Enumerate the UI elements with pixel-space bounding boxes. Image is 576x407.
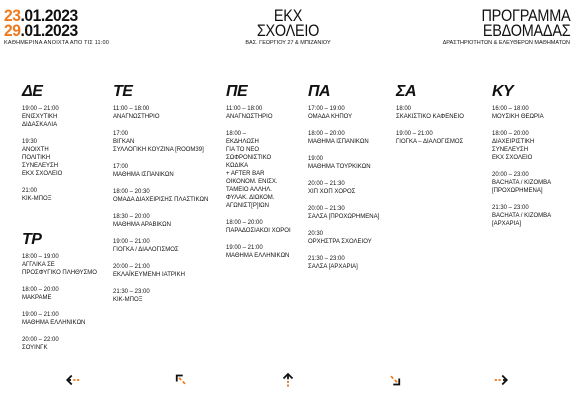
event-title-line: ΣΥΝΕΛΕΥΣΗ: [22, 163, 59, 169]
event-title-line: ΠΑΡΑΔΟΣΙΑΚΟΙ ΧΟΡΟΙ: [226, 228, 291, 234]
day-heading: ΠΑ: [308, 83, 331, 100]
event-time: 19:00 – 21:00: [22, 106, 59, 112]
event-title-line: ΣΥΛΛΟΓΙΚΗ ΚΟΥΖΙΝΑ [ROOM39]: [113, 147, 204, 153]
events-list: [113, 105, 208, 304]
event-title-line: ΤΑΜΕΙΟ ΑΛΛΗΛ.: [226, 187, 272, 193]
event-time: 19:00 – 21:00: [226, 245, 263, 251]
date-range: [4, 8, 109, 46]
day-heading: ΚΥ: [492, 83, 514, 100]
event-title-line: ΟΡΧΗΣΤΡΑ ΣΧΟΛΕΙΟΥ: [308, 239, 372, 245]
event-item: [308, 105, 379, 121]
event-time: 11:00 – 18:00: [226, 106, 263, 112]
event-title-line: ΜΑΚΡΑΜΕ: [22, 295, 52, 301]
venue-title: [228, 8, 348, 46]
event-item: [308, 155, 379, 171]
event-item: [22, 286, 97, 302]
venue-address: ΒΑΣ. ΓΕΩΡΓΙΟΥ 27 & ΜΠΙΖΑΝΙΟΥ: [245, 40, 331, 46]
event-time: 17:00: [113, 164, 129, 170]
event-time: 19:00 – 21:00: [22, 312, 59, 318]
events-list: [226, 105, 291, 260]
arrow-up-left-icon: [173, 373, 191, 387]
event-time: 21:00: [22, 188, 38, 194]
event-time: 18:00 –: [226, 131, 247, 137]
event-title-line: ΣΟΥΙΝΓΚ: [22, 345, 48, 351]
event-item: [226, 130, 291, 210]
event-title-line: ΜΑΘΗΜΑ ΙΣΠΑΝΙΚΩΝ: [113, 172, 174, 178]
event-time: 19:30: [22, 139, 38, 145]
event-title-line: ΒΙΓΚΑΝ: [113, 139, 135, 145]
event-time: 18:00: [396, 106, 412, 112]
event-title-line: ΣΩΦΡΟΝΙΣΤΙΚΟ: [226, 155, 272, 161]
event-title-line: ΕΚΛΑΪΚΕΥΜΕΝΗ ΙΑΤΡΙΚΗ: [113, 272, 185, 278]
event-item: [113, 163, 208, 179]
event-time: 20:00 – 22:00: [22, 337, 59, 343]
event-time: 18:00 – 20:00: [226, 220, 263, 226]
program-title: [443, 8, 570, 46]
event-title-line: ΚΙΚ-ΜΠΟΞ: [22, 196, 52, 202]
event-item: [22, 311, 97, 327]
event-time: 11:00 – 18:00: [113, 106, 150, 112]
event-time: 19:00 – 21:00: [396, 131, 433, 137]
event-title-line: BACHATA / KIZOMBA: [492, 213, 552, 219]
program-title-line2: ΕΒΔΟΜΑΔΑΣ: [482, 21, 570, 40]
event-title-line: ΟΜΑΔΑ ΔΙΑΧΕΙΡΙΣΗΣ ΠΛΑΣΤΙΚΩΝ: [113, 197, 209, 203]
nav-up-button[interactable]: [278, 372, 298, 388]
event-item: [492, 171, 551, 195]
event-item: [226, 105, 291, 121]
event-title-line: ΕΚΧ ΣΧΟΛΕΙΟ: [22, 171, 63, 177]
event-title-line: ΣΑΛΣΑ [ΑΡΧΑΡΙΑ]: [308, 264, 358, 270]
event-item: [492, 105, 551, 121]
nav-next-button[interactable]: [490, 372, 510, 388]
event-title-line: ΜΑΘΗΜΑ ΕΛΛΗΝΙΚΩΝ: [22, 320, 86, 326]
events-list: [22, 105, 62, 203]
event-time: 20:00 – 21:00: [113, 264, 150, 270]
event-item: [396, 130, 464, 146]
venue-title-line1: ΕΚΧ: [273, 6, 303, 25]
event-title-line: ΜΑΘΗΜΑ ΤΟΥΡΚΙΚΩΝ: [308, 164, 371, 170]
event-title-line: ΑΓΩΝΙΣΤ[Ρ]ΙΩΝ: [226, 203, 269, 209]
events-list: [308, 105, 379, 271]
day-column-pe: [226, 84, 291, 269]
event-item: [308, 130, 379, 146]
event-time: 20:30: [308, 231, 324, 237]
event-title-line: ΔΙΔΑΣΚΑΛΙΑ: [22, 122, 58, 128]
arrow-right-icon: [491, 373, 509, 387]
event-title-line: ΔΙΑΧΕΙΡΙΣΤΙΚΗ: [492, 139, 535, 145]
event-item: [226, 219, 291, 235]
event-time: 18:30 – 20:00: [113, 214, 150, 220]
events-list: [22, 253, 97, 352]
event-item: [492, 204, 551, 228]
event-title-line: ΠΡΟΣΦΥΓΙΚΟ ΠΛΗΘΥΣΜΟ: [22, 270, 97, 276]
day-column-de: [22, 84, 62, 212]
event-title-line: ΟΙΚΟΝΟΜ. ΕΝΙΣΧ.: [226, 179, 278, 185]
event-title-line: BACHATA / KIZOMBA: [492, 180, 552, 186]
event-title-line: ΜΑΘΗΜΑ ΙΣΠΑΝΙΚΩΝ: [308, 139, 369, 145]
event-title-line: ΑΝΑΓΝΩΣΤΗΡΙΟ: [113, 114, 160, 120]
event-title-line: [ΑΡΧΑΡΙΑ]: [492, 221, 522, 227]
event-title-line: ΧΙΠ ΧΟΠ ΧΟΡΟΣ: [308, 189, 356, 195]
event-time: 16:00 – 18:00: [492, 106, 529, 112]
event-title-line: ΕΚΔΗΛΩΣΗ: [226, 139, 259, 145]
event-item: [308, 230, 379, 246]
event-title-line: ΚΙΚ-ΜΠΟΞ: [113, 297, 143, 303]
event-item: [113, 288, 208, 304]
day-heading: ΣΑ: [396, 83, 416, 100]
program-subtitle: ΔΡΑΣΤΗΡΙΟΤΗΤΩΝ & ΕΛΕΥΘΕΡΩΝ ΜΑΘΗΜΑΤΩΝ: [442, 40, 570, 46]
event-time: 17:00 – 19:00: [308, 106, 345, 112]
event-item: [113, 213, 208, 229]
arrow-left-icon: [65, 373, 83, 387]
day-column-sa: [396, 84, 464, 155]
program-title-line1: ΠΡΟΓΡΑΜΜΑ: [481, 6, 570, 25]
event-title-line: ΦΥΛΑΚ. ΔΙΩΚΟΜ.: [226, 195, 275, 201]
event-item: [113, 105, 208, 121]
event-time: 19:00: [308, 156, 324, 162]
event-time: 21:30 – 23:00: [113, 289, 150, 295]
event-item: [308, 255, 379, 271]
events-list: [492, 105, 551, 228]
event-title-line: ΓΙΟΓΚΑ / ΔΙΑΛΟΓΙΣΜΟΣ: [113, 247, 179, 253]
event-title-line: ΣΥΝΕΛΕΥΣΗ: [492, 147, 529, 153]
opening-hours: ΚΑΘΗΜΕΡΙΝΑ ΑΝΟΙΧΤΑ ΑΠΟ ΤΙΣ 11:00: [4, 40, 110, 46]
nav-prev-button[interactable]: [64, 372, 84, 388]
event-item: [113, 238, 208, 254]
event-time: 18:00 – 19:00: [22, 254, 59, 260]
event-time: 20:00 – 21:30: [308, 181, 345, 187]
event-title-line: [ΠΡΟΧΩΡΗΜΕΝΑ]: [492, 188, 543, 194]
event-title-line: ΓΙΑ ΤΟ ΝΕΟ: [226, 147, 260, 153]
event-item: [22, 187, 62, 203]
event-title-line: ΑΓΓΛΙΚΑ ΣΕ: [22, 262, 55, 268]
event-item: [113, 263, 208, 279]
event-item: [113, 188, 208, 204]
event-item: [492, 130, 551, 162]
day-heading: ΤΕ: [113, 83, 133, 100]
event-time: 18:00 – 20:00: [492, 131, 529, 137]
event-title-line: ΕΝΙΣΧΥΤΙΚΗ: [22, 114, 58, 120]
event-title-line: ΠΟΛΙΤΙΚΗ: [22, 155, 51, 161]
event-time: 18:00 – 20:00: [22, 287, 59, 293]
event-title-line: ΚΩΔΙΚΑ: [226, 163, 249, 169]
date-end: 29.01.2023: [4, 21, 78, 40]
event-item: [308, 180, 379, 196]
event-item: [22, 105, 62, 129]
event-title-line: ΜΟΥΣΙΚΗ ΘΕΩΡΙΑ: [492, 114, 544, 120]
event-title-line: ΟΜΑΔΑ ΚΗΠΟΥ: [308, 114, 353, 120]
event-time: 19:00 – 21:00: [113, 239, 150, 245]
arrow-up-icon: [279, 373, 297, 387]
event-item: [22, 253, 97, 277]
day-column-te: [113, 84, 208, 313]
day-heading: ΠΕ: [226, 83, 248, 100]
day-column-tr: [22, 232, 97, 361]
event-item: [308, 205, 379, 221]
event-title-line: ΜΑΘΗΜΑ ΑΡΑΒΙΚΩΝ: [113, 222, 171, 228]
event-item: [22, 336, 97, 352]
event-title-line: ΣΑΛΣΑ [ΠΡΟΧΩΡΗΜΕΝΑ]: [308, 214, 380, 220]
nav-down-right-button[interactable]: [384, 372, 404, 388]
event-time: 21:30 – 23:00: [308, 256, 345, 262]
event-time: 18:00 – 20:00: [308, 131, 345, 137]
arrow-down-right-icon: [385, 373, 403, 387]
event-item: [113, 130, 208, 154]
event-item: [226, 244, 291, 260]
event-time: 18:00 – 20:30: [113, 189, 150, 195]
day-column-ky: [492, 84, 551, 237]
day-heading: ΔΕ: [22, 83, 43, 100]
day-column-pa: [308, 84, 379, 280]
event-title-line: ΑΝΟΙΧΤΗ: [22, 147, 49, 153]
event-title-line: ΕΚΧ ΣΧΟΛΕΙΟ: [492, 155, 533, 161]
nav-up-left-button[interactable]: [172, 372, 192, 388]
venue-title-line2: ΣΧΟΛΕΙΟ: [256, 21, 320, 40]
event-time: 17:00: [113, 131, 129, 137]
event-time: 20:00 – 21:30: [308, 206, 345, 212]
event-title-line: + AFTER BAR: [226, 171, 265, 177]
event-item: [396, 105, 464, 121]
events-list: [396, 105, 464, 146]
event-title-line: ΣΚΑΚΙΣΤΙΚΟ ΚΑΦΕΝΕΙΟ: [396, 114, 464, 120]
event-title-line: ΑΝΑΓΝΩΣΤΗΡΙΟ: [226, 114, 273, 120]
event-item: [22, 138, 62, 178]
event-time: 21:30 – 23:00: [492, 205, 529, 211]
date-start: 23.01.2023: [4, 6, 78, 25]
event-title-line: ΓΙΟΓΚΑ – ΔΙΑΛΟΓΙΣΜΟΣ: [396, 139, 464, 145]
day-heading: ΤΡ: [22, 231, 42, 248]
event-time: 20:00 – 23:00: [492, 172, 529, 178]
event-title-line: ΜΑΘΗΜΑ ΕΛΛΗΝΙΚΩΝ: [226, 253, 290, 259]
